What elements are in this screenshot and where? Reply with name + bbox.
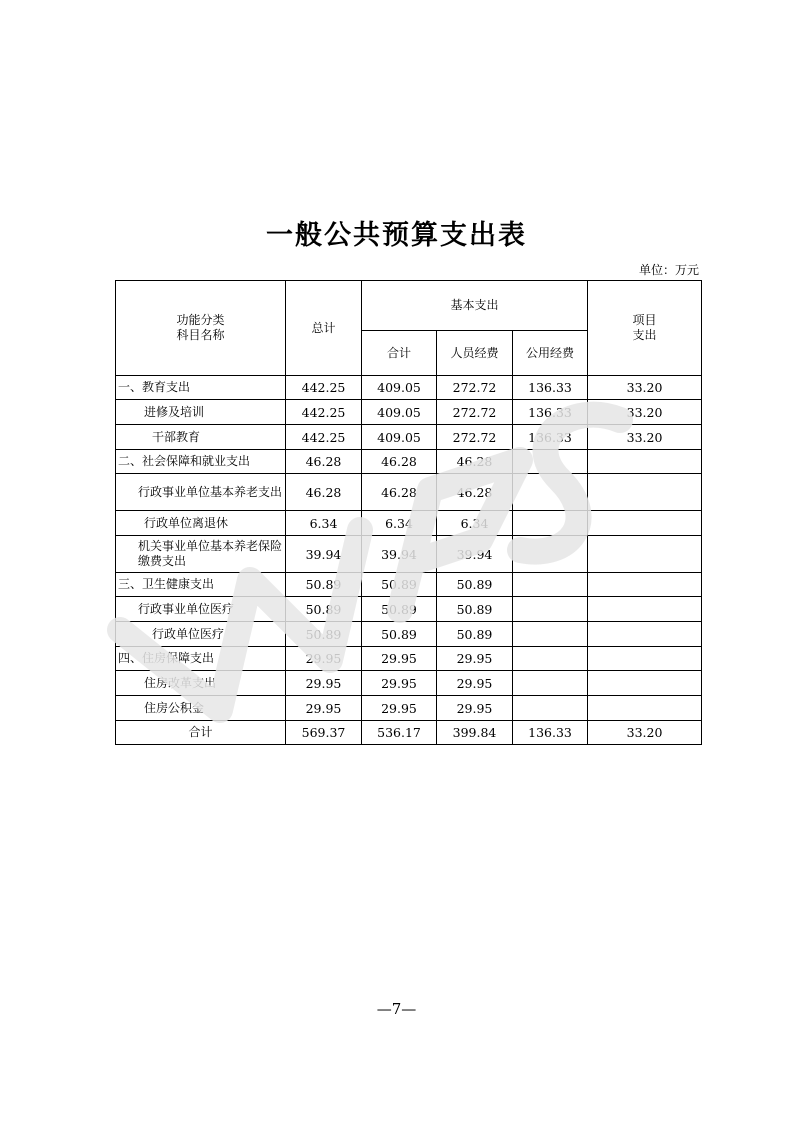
header-func-cat: 功能分类: [176, 313, 225, 327]
cell-subtotal: 409.05: [362, 425, 437, 450]
cell-public: 136.33: [513, 376, 588, 400]
cell-subtotal: 50.89: [362, 573, 437, 597]
cell-personnel: 272.72: [437, 400, 513, 425]
table-row: [116, 425, 702, 450]
row-name: 二、社会保障和就业支出: [116, 450, 286, 474]
budget-table: [115, 280, 702, 745]
header-subject-name: 科目名称: [176, 328, 225, 342]
header-subject: [116, 281, 286, 376]
cell-personnel: 29.95: [437, 696, 513, 721]
cell-subtotal: 29.95: [362, 647, 437, 671]
cell-personnel: 50.89: [437, 622, 513, 647]
cell-total: 29.95: [286, 696, 362, 721]
cell-personnel: 6.34: [437, 511, 513, 536]
header-subtotal: 合计: [362, 331, 437, 376]
cell-public: [513, 536, 588, 573]
cell-public: [513, 622, 588, 647]
header-public: 公用经费: [513, 331, 588, 376]
cell-subtotal: 409.05: [362, 400, 437, 425]
table-row: [116, 622, 702, 647]
table-row: [116, 696, 702, 721]
row-name: 行政单位医疗: [116, 622, 286, 647]
table-row: [116, 511, 702, 536]
cell-personnel: 272.72: [437, 425, 513, 450]
row-name: 机关事业单位基本养老保险缴费支出: [116, 536, 286, 573]
cell-project: [588, 622, 702, 647]
cell-personnel: 272.72: [437, 376, 513, 400]
cell-project: [588, 474, 702, 511]
cell-public: [513, 511, 588, 536]
cell-total: 442.25: [286, 400, 362, 425]
header-project: [588, 281, 702, 376]
cell-subtotal: 536.17: [362, 721, 437, 745]
cell-public: [513, 647, 588, 671]
table-row: [116, 573, 702, 597]
cell-personnel: 39.94: [437, 536, 513, 573]
cell-public: 136.33: [513, 425, 588, 450]
table-row: [116, 450, 702, 474]
table-row: [116, 536, 702, 573]
table-row: [116, 647, 702, 671]
cell-subtotal: 409.05: [362, 376, 437, 400]
row-name: 行政事业单位基本养老支出: [116, 474, 286, 511]
row-name: 住房改革支出: [116, 671, 286, 696]
cell-project: [588, 536, 702, 573]
table-row: [116, 671, 702, 696]
cell-project: [588, 511, 702, 536]
header-project-line1: 项目: [632, 313, 657, 327]
cell-public: [513, 573, 588, 597]
cell-public: [513, 474, 588, 511]
row-name: 住房公积金: [116, 696, 286, 721]
cell-personnel: 46.28: [437, 450, 513, 474]
cell-total: 569.37: [286, 721, 362, 745]
cell-total: 50.89: [286, 573, 362, 597]
row-name: 三、卫生健康支出: [116, 573, 286, 597]
row-name: 行政单位离退休: [116, 511, 286, 536]
cell-personnel: 50.89: [437, 573, 513, 597]
table-row: [116, 597, 702, 622]
cell-project: [588, 450, 702, 474]
cell-personnel: 399.84: [437, 721, 513, 745]
table-row-total: [116, 721, 702, 745]
cell-subtotal: 50.89: [362, 597, 437, 622]
cell-subtotal: 29.95: [362, 696, 437, 721]
cell-total: 50.89: [286, 622, 362, 647]
cell-subtotal: 50.89: [362, 622, 437, 647]
cell-total: 46.28: [286, 450, 362, 474]
cell-subtotal: 39.94: [362, 536, 437, 573]
cell-project: [588, 696, 702, 721]
cell-project: 33.20: [588, 376, 702, 400]
cell-project: 33.20: [588, 425, 702, 450]
cell-project: [588, 573, 702, 597]
cell-project: 33.20: [588, 400, 702, 425]
cell-personnel: 29.95: [437, 647, 513, 671]
cell-subtotal: 29.95: [362, 671, 437, 696]
row-name: 四、住房保障支出: [116, 647, 286, 671]
table-row: [116, 474, 702, 511]
cell-project: [588, 671, 702, 696]
row-name: 合计: [116, 721, 286, 745]
row-name: 一、教育支出: [116, 376, 286, 400]
cell-subtotal: 46.28: [362, 474, 437, 511]
row-name: 进修及培训: [116, 400, 286, 425]
cell-total: 39.94: [286, 536, 362, 573]
cell-public: [513, 597, 588, 622]
cell-subtotal: 46.28: [362, 450, 437, 474]
cell-total: 50.89: [286, 597, 362, 622]
row-name: 干部教育: [116, 425, 286, 450]
cell-personnel: 50.89: [437, 597, 513, 622]
cell-total: 29.95: [286, 671, 362, 696]
cell-total: 442.25: [286, 425, 362, 450]
row-name: 行政事业单位医疗: [116, 597, 286, 622]
unit-label: 单位：万元: [638, 263, 699, 277]
cell-project: [588, 597, 702, 622]
cell-project: 33.20: [588, 721, 702, 745]
cell-personnel: 46.28: [437, 474, 513, 511]
cell-public: 136.33: [513, 721, 588, 745]
header-total: 总计: [286, 281, 362, 376]
cell-personnel: 29.95: [437, 671, 513, 696]
page-number: —7—: [376, 1000, 417, 1018]
cell-total: 6.34: [286, 511, 362, 536]
header-project-line2: 支出: [632, 328, 657, 342]
cell-public: [513, 696, 588, 721]
header-basic: 基本支出: [362, 281, 588, 331]
page-title: 一般公共预算支出表: [266, 220, 527, 251]
cell-subtotal: 6.34: [362, 511, 437, 536]
cell-total: 46.28: [286, 474, 362, 511]
cell-total: 442.25: [286, 376, 362, 400]
cell-project: [588, 647, 702, 671]
cell-public: [513, 450, 588, 474]
cell-public: [513, 671, 588, 696]
table-row: [116, 376, 702, 400]
cell-total: 29.95: [286, 647, 362, 671]
header-personnel: 人员经费: [437, 331, 513, 376]
table-row: [116, 400, 702, 425]
cell-public: 136.33: [513, 400, 588, 425]
